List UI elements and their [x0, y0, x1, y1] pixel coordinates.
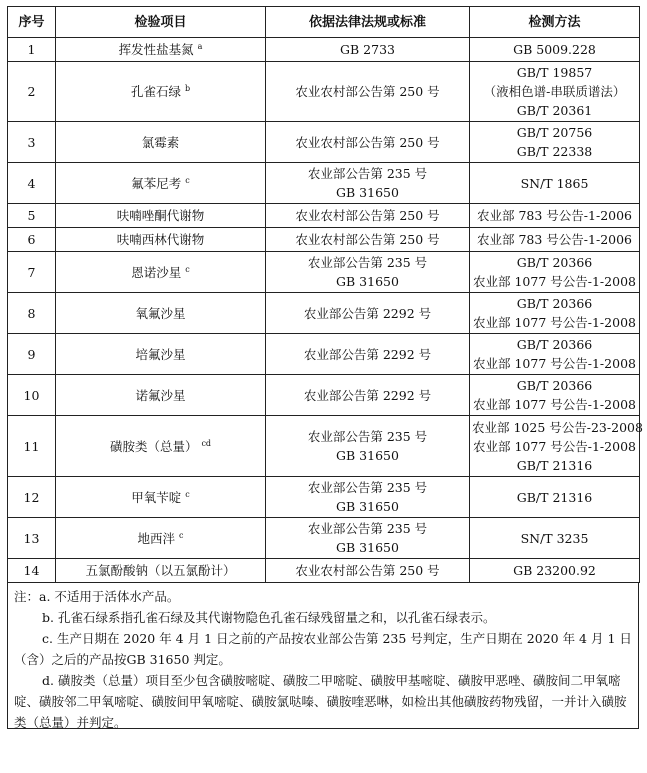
method-line: GB 23200.92	[513, 563, 596, 578]
basis-line: 农业部公告第 235 号	[307, 255, 428, 270]
notes-lead: 注：	[14, 589, 40, 604]
method-line: GB/T 20366	[516, 378, 593, 393]
basis-line: GB 31650	[336, 185, 399, 200]
basis-line: 农业部公告第 235 号	[307, 521, 428, 536]
row-item	[56, 38, 266, 62]
method-line: GB/T 21316	[516, 457, 593, 473]
method-line: 农业部 783 号公告-1-2006	[476, 208, 633, 223]
row-item	[56, 122, 266, 163]
row-item	[56, 228, 266, 252]
basis-line: GB 31650	[336, 499, 399, 514]
row-basis	[266, 252, 470, 293]
row-basis	[266, 163, 470, 204]
table-row	[8, 518, 640, 559]
basis-line: 农业农村部公告第 250 号	[295, 208, 440, 223]
basis-line: 农业部公告第 235 号	[307, 429, 428, 444]
row-method	[470, 62, 640, 122]
row-method	[470, 163, 640, 204]
row-number: 9	[8, 334, 56, 375]
note-a: a. 不适用于活体水产品。	[39, 589, 180, 604]
row-method	[470, 122, 640, 163]
row-method	[470, 252, 640, 293]
table-row	[8, 334, 640, 375]
table-body	[8, 38, 643, 583]
table-row	[8, 62, 640, 122]
row-number: 14	[8, 559, 56, 583]
row-basis	[266, 38, 470, 62]
method-line: GB/T 20366	[516, 337, 593, 352]
table-row	[8, 228, 640, 252]
item-footnote-mark: b	[184, 83, 191, 93]
table-row	[8, 416, 640, 477]
row-method	[470, 334, 640, 375]
basis-line: 农业部公告第 2292 号	[303, 387, 432, 403]
item-name: 培氟沙星	[135, 346, 186, 362]
row-number: 4	[8, 163, 56, 204]
note-a-line	[14, 586, 632, 607]
method-line: GB/T 19857	[516, 65, 593, 80]
item-footnote-mark: c	[185, 489, 190, 499]
table-row	[8, 293, 640, 334]
item-name: 诺氟沙星	[135, 387, 186, 403]
method-line: 农业部 1077 号公告-1-2008	[473, 315, 636, 330]
row-method	[470, 518, 640, 559]
row-number: 8	[8, 293, 56, 334]
basis-line: 农业部公告第 235 号	[307, 480, 428, 495]
row-method	[470, 477, 640, 518]
method-line: SN/T 3235	[520, 530, 589, 546]
item-footnote-mark: c	[179, 530, 184, 540]
basis-line: GB 2733	[340, 42, 395, 57]
item-name: 氯霉素	[141, 134, 180, 150]
row-item	[56, 518, 266, 559]
row-basis	[266, 559, 470, 583]
row-number: 7	[8, 252, 56, 293]
row-number: 10	[8, 375, 56, 416]
inspection-sheet	[7, 6, 643, 767]
row-basis	[266, 228, 470, 252]
table-row	[8, 38, 640, 62]
row-number: 13	[8, 518, 56, 559]
item-name: 地西泮	[137, 530, 176, 546]
note-b: b. 孔雀石绿系指孔雀石绿及其代谢物隐色孔雀石绿残留量之和，以孔雀石绿表示。	[42, 610, 496, 625]
row-method	[470, 416, 643, 477]
row-number: 11	[8, 416, 56, 477]
row-basis	[266, 62, 470, 122]
row-item	[56, 204, 266, 228]
notes-section	[7, 583, 639, 729]
row-basis	[266, 293, 470, 334]
method-line: 农业部 1077 号公告-1-2008	[473, 397, 636, 412]
row-method	[470, 559, 640, 583]
header-row	[8, 7, 640, 38]
method-line: GB/T 22338	[516, 144, 593, 159]
method-line: 农业部 1077 号公告-1-2008	[473, 274, 636, 289]
method-line: 农业部 1077 号公告-1-2008	[473, 438, 636, 454]
note-c: c. 生产日期在 2020 年 4 月 1 日之前的产品按农业部公告第 235 号判定，生产日期在 2020 年 4 月 1 日（含）之后的产品按GB 31650 判定。	[14, 631, 632, 667]
method-line: 农业部 1025 号公告-23-2008	[472, 419, 643, 435]
row-number: 12	[8, 477, 56, 518]
item-name: 呋喃唑酮代谢物	[116, 208, 205, 223]
table-row	[8, 477, 640, 518]
row-basis	[266, 204, 470, 228]
table-row	[8, 163, 640, 204]
header-method: 检测方法	[470, 7, 640, 38]
basis-line: 农业农村部公告第 250 号	[295, 232, 440, 247]
row-number: 6	[8, 228, 56, 252]
basis-line: GB 31650	[336, 448, 399, 463]
row-number: 5	[8, 204, 56, 228]
row-number: 2	[8, 62, 56, 122]
row-item	[56, 375, 266, 416]
header-item: 检验项目	[56, 7, 266, 38]
note-d: d. 磺胺类（总量）项目至少包含磺胺嘧啶、磺胺二甲嘧啶、磺胺甲基嘧啶、磺胺甲恶唑、磺胺间二甲氧嘧啶、磺胺邻二甲氧嘧啶、磺胺间甲氧嘧啶、磺胺氯哒嗪、磺胺喹恶啉，如检出其他磺胺药物残留，一并计入磺胺类（总量）并判定。	[14, 673, 627, 730]
method-line: GB/T 20756	[516, 125, 593, 140]
basis-line: 农业部公告第 2292 号	[303, 346, 432, 362]
item-name: 甲氧苄啶	[131, 489, 182, 505]
row-method	[470, 228, 640, 252]
row-method	[470, 38, 640, 62]
method-line: GB/T 20366	[516, 255, 593, 270]
table-row	[8, 204, 640, 228]
item-name: 孔雀石绿	[130, 84, 181, 99]
method-line: GB/T 20361	[516, 103, 593, 118]
row-method	[470, 204, 640, 228]
row-basis	[266, 122, 470, 163]
row-method	[470, 375, 640, 416]
item-name: 磺胺类（总量）	[109, 438, 198, 454]
row-number: 3	[8, 122, 56, 163]
row-item	[56, 334, 266, 375]
basis-line: GB 31650	[336, 274, 399, 289]
method-line: （液相色谱-串联质谱法）	[483, 84, 626, 99]
header-basis: 依据法律法规或标准	[266, 7, 470, 38]
table-row	[8, 375, 640, 416]
item-name: 恩诺沙星	[131, 264, 182, 280]
item-name: 氧氟沙星	[135, 305, 186, 321]
item-name: 五氯酚酸钠（以五氯酚计）	[85, 563, 236, 578]
item-name: 挥发性盐基氮	[118, 42, 194, 57]
item-footnote-mark: cd	[201, 438, 212, 448]
row-item	[56, 477, 266, 518]
row-item	[56, 416, 266, 477]
row-number: 1	[8, 38, 56, 62]
row-item	[56, 62, 266, 122]
method-line: GB 5009.228	[513, 42, 596, 57]
row-basis	[266, 518, 470, 559]
row-basis	[266, 416, 470, 477]
row-item	[56, 559, 266, 583]
row-basis	[266, 334, 470, 375]
item-footnote-mark: a	[197, 41, 203, 51]
basis-line: 农业农村部公告第 250 号	[295, 563, 440, 578]
item-name: 呋喃西林代谢物	[116, 232, 205, 247]
header-no: 序号	[8, 7, 56, 38]
row-item	[56, 163, 266, 204]
basis-line: GB 31650	[336, 540, 399, 555]
basis-line: 农业部公告第 235 号	[307, 166, 428, 181]
method-line: SN/T 1865	[520, 175, 589, 191]
table-row	[8, 122, 640, 163]
basis-line: 农业农村部公告第 250 号	[295, 134, 440, 150]
method-line: GB/T 21316	[516, 489, 593, 505]
item-footnote-mark: c	[185, 175, 190, 185]
row-basis	[266, 375, 470, 416]
table-row	[8, 252, 640, 293]
method-line: 农业部 783 号公告-1-2006	[476, 232, 633, 247]
row-item	[56, 293, 266, 334]
inspection-table	[7, 6, 643, 583]
row-item	[56, 252, 266, 293]
row-basis	[266, 477, 470, 518]
table-row	[8, 559, 640, 583]
method-line: 农业部 1077 号公告-1-2008	[473, 356, 636, 371]
basis-line: 农业农村部公告第 250 号	[295, 84, 440, 99]
method-line: GB/T 20366	[516, 296, 593, 311]
row-method	[470, 293, 640, 334]
item-name: 氟苯尼考	[131, 175, 182, 191]
item-footnote-mark: c	[185, 264, 190, 274]
basis-line: 农业部公告第 2292 号	[303, 305, 432, 321]
